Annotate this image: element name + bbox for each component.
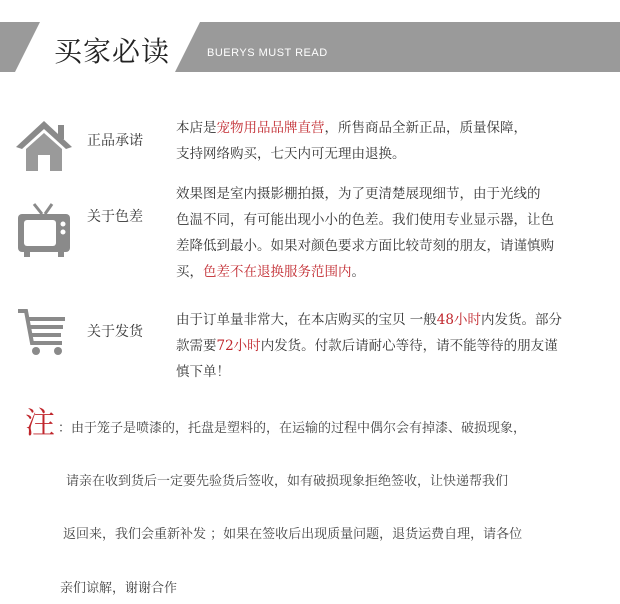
text-line: 支持网络购买，七天内可无理由退换。 <box>176 146 406 162</box>
note-line-2: 请亲在收到货后一定要先验货后签收，如有破损现象拒绝签收，让快递帮我们 <box>66 474 509 489</box>
note-line-4: 亲们谅解，谢谢合作 <box>60 581 178 596</box>
note-line-3: 返回来，我们会重新补发 ；如果在签收后出现质量问题，退货运费自理，请各位 <box>63 527 523 542</box>
banner-title: 买家必读 <box>54 35 171 68</box>
text-line: 差降低到最小。如果对颜色要求方面比较苛刻的朋友，请谨慎购 <box>176 238 554 254</box>
section-shipping-text <box>176 307 596 385</box>
text-line: 慎下单！ <box>176 364 230 380</box>
section-genuine-text <box>176 115 596 167</box>
note-mark: 注 <box>25 406 55 441</box>
cart-icon <box>14 305 74 365</box>
banner-subtitle: BUERYS MUST READ <box>207 47 328 59</box>
text-line: 色温不同，有可能出现小小的色差。我们使用专业显示器，让色 <box>176 212 554 228</box>
text-line: 买，色差不在退换服务范围内。 <box>176 264 365 280</box>
text-line: 效果图是室内摄影棚拍摄，为了更清楚展现细节，由于光线的 <box>176 186 541 202</box>
section-genuine-label: 正品承诺 <box>87 133 143 149</box>
text-line: 由于订单量非常大，在本店购买的宝贝 一般48小时内发货。部分 <box>176 312 562 328</box>
section-color-text <box>176 181 596 285</box>
section-color-label: 关于色差 <box>87 209 143 225</box>
note-line-1: ：由于笼子是喷漆的，托盘是塑料的，在运输的过程中偶尔会有掉漆、破损现象， <box>58 421 527 436</box>
text-line: 款需要72小时内发货。付款后请耐心等待，请不能等待的朋友谨 <box>176 338 558 354</box>
header-banner <box>0 12 620 72</box>
home-icon <box>14 115 74 175</box>
section-shipping-label: 关于发货 <box>87 324 143 340</box>
text-line: 本店是宠物用品品牌直营，所售商品全新正品，质量保障， <box>176 120 527 136</box>
tv-icon <box>14 200 74 260</box>
